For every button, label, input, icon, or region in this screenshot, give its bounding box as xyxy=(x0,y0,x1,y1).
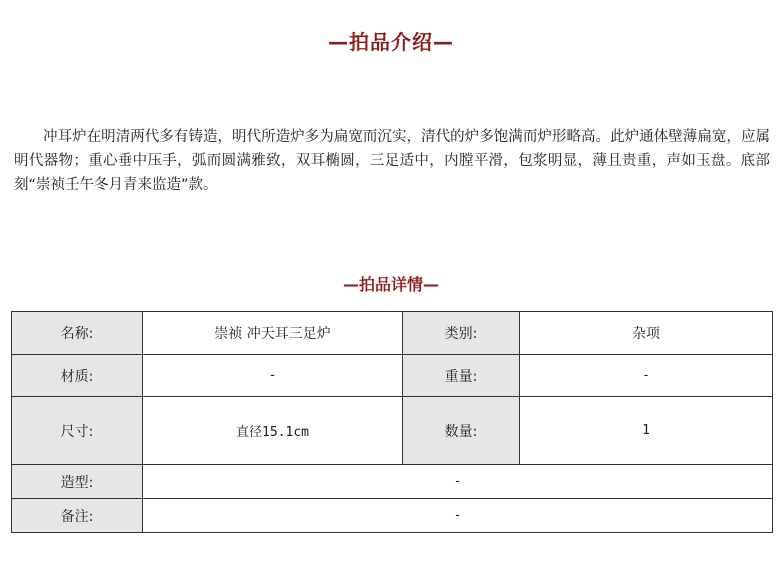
quantity-label: 数量: xyxy=(403,397,520,465)
name-label: 名称: xyxy=(12,312,143,355)
size-label: 尺寸: xyxy=(12,397,143,465)
shape-value: - xyxy=(143,465,773,499)
material-value: - xyxy=(143,355,403,397)
details-title: —拍品详情— xyxy=(342,275,439,294)
weight-value: - xyxy=(520,355,773,397)
table-row xyxy=(12,465,773,499)
table-row xyxy=(12,355,773,397)
category-value: 杂项 xyxy=(520,312,773,355)
category-label: 类别: xyxy=(403,312,520,355)
material-label: 材质: xyxy=(12,355,143,397)
details-table xyxy=(11,311,773,533)
table-row xyxy=(12,499,773,533)
intro-text: 冲耳炉在明清两代多有铸造，明代所造炉多为扁宽而沉实，清代的炉多饱满而炉形略高。此炉通体壁薄扁宽，应属明代器物；重心垂中压手，弧而圆满雅致，双耳椭圆，三足适中，内膛平滑，包浆明显，薄且贵重，声如玉盘。底部刻“崇祯壬午冬月青来监造”款。 xyxy=(14,129,770,193)
notes-label: 备注: xyxy=(12,499,143,533)
table-row xyxy=(12,397,773,465)
quantity-value: 1 xyxy=(520,397,773,465)
size-value: 直径15.1cm xyxy=(143,397,403,465)
shape-label: 造型: xyxy=(12,465,143,499)
name-value: 崇祯 冲天耳三足炉 xyxy=(143,312,403,355)
table-row xyxy=(12,312,773,355)
notes-value: - xyxy=(143,499,773,533)
weight-label: 重量: xyxy=(403,355,520,397)
intro-title: —拍品介绍— xyxy=(328,30,454,54)
